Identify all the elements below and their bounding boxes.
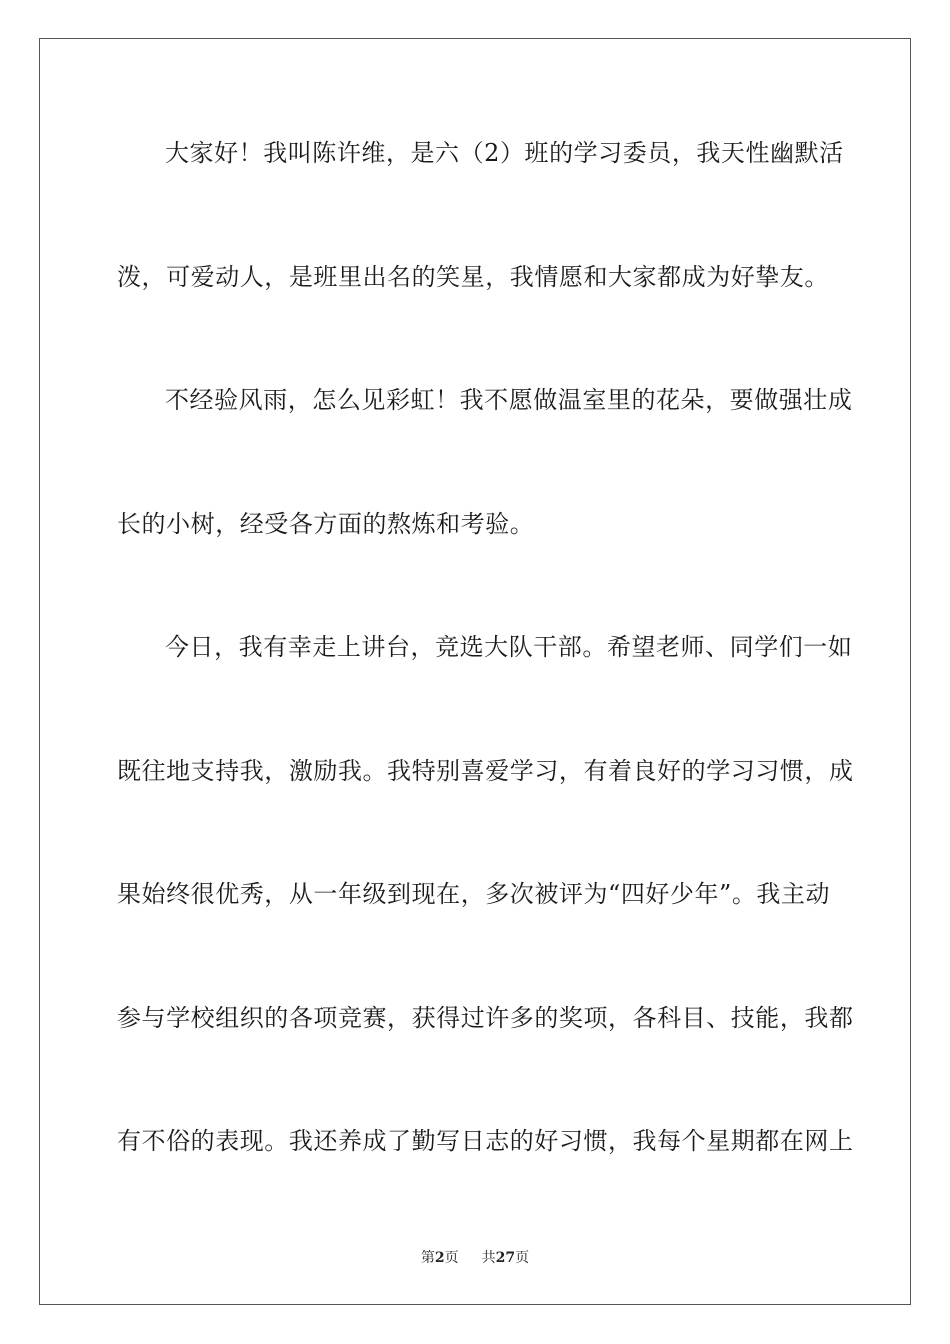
paragraph-line: 有不俗的表现。我还养成了勤写日志的好习惯，我每个星期都在网上 xyxy=(117,1127,854,1155)
total-prefix: 共 xyxy=(481,1250,496,1266)
paragraph-line: 长的小树，经受各方面的熬炼和考验。 xyxy=(117,509,535,538)
paragraph-line: 不经验风雨，怎么见彩虹！我不愿做温室里的花朵，要做强壮成 xyxy=(165,386,853,414)
page-suffix: 页 xyxy=(444,1250,459,1266)
paragraph-line: 今日，我有幸走上讲台，竞选大队干部。希望老师、同学们一如 xyxy=(165,633,853,661)
total-pages: 27 xyxy=(495,1250,516,1266)
page-total xyxy=(482,1250,529,1266)
paragraph-line: 泼，可爱动人，是班里出名的笑星，我情愿和大家都成为好挚友。 xyxy=(117,262,829,291)
current-page: 2 xyxy=(434,1250,445,1266)
page-number xyxy=(421,1250,463,1266)
paragraph-line: 既往地支持我，激励我。我特别喜爱学习，有着良好的学习习惯，成 xyxy=(117,756,854,785)
paragraph-line: 大家好！我叫陈许维，是六（2）班的学习委员，我天性幽默活 xyxy=(165,139,844,167)
paragraph-line: 参与学校组织的各项竞赛，获得过许多的奖项，各科目、技能，我都 xyxy=(117,1003,854,1032)
page-prefix: 第 xyxy=(420,1250,435,1266)
page-footer xyxy=(0,1247,950,1267)
total-suffix: 页 xyxy=(515,1250,530,1266)
document-body xyxy=(117,123,854,1235)
paragraph-line: 果始终很优秀，从一年级到现在，多次被评为“四好少年”。我主动 xyxy=(117,880,831,908)
